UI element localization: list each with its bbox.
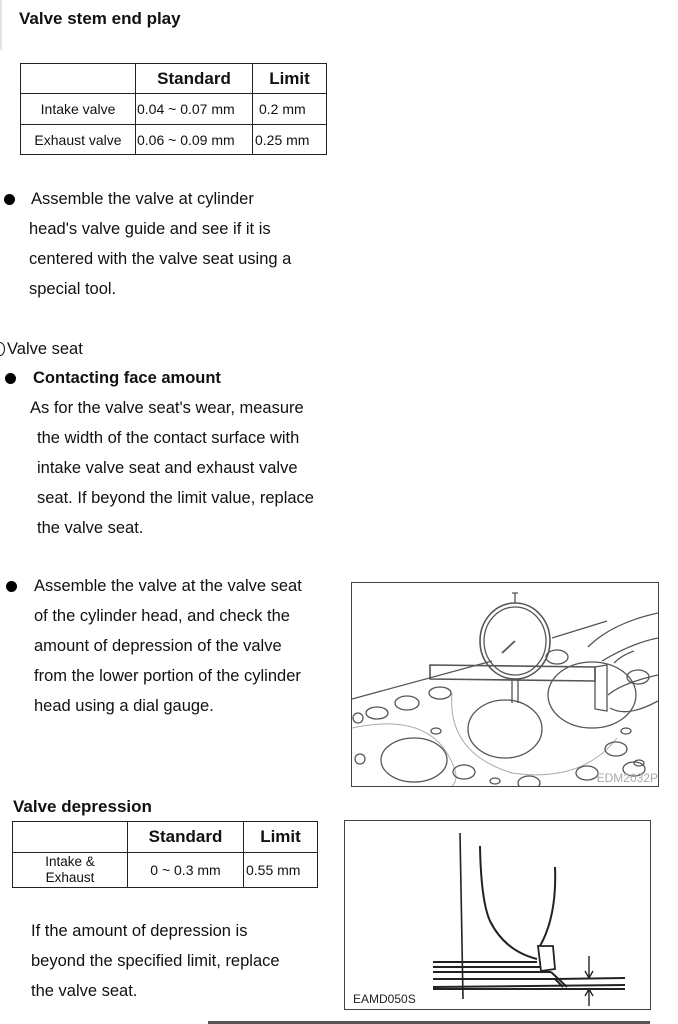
dial-gauge-illustration: [352, 583, 658, 786]
table-header-cell: Limit: [253, 64, 327, 94]
dial-gauge-figure: [351, 582, 659, 787]
limit-value: 0.55 mm: [244, 853, 318, 888]
table-header-cell: [13, 822, 128, 853]
row-label-line: Exhaust: [45, 870, 95, 885]
valve-depression-table: [12, 821, 318, 888]
depression-check-line: from the lower portion of the cylinder: [34, 667, 301, 685]
depression-check-line: of the cylinder head, and check the: [34, 607, 290, 625]
depression-note-line: the valve seat.: [31, 982, 138, 1000]
section-marker-icon: [0, 342, 5, 356]
bullet-icon: [5, 373, 16, 384]
contact-face-title: Contacting face amount: [33, 369, 221, 387]
standard-value: 0.06 ~ 0.09 mm: [136, 125, 253, 155]
contact-face-line: As for the valve seat's wear, measure: [30, 399, 304, 417]
table-row: [13, 853, 318, 888]
depression-check-line: amount of depression of the valve: [34, 637, 282, 655]
stem-end-play-title: Valve stem end play: [19, 9, 181, 28]
valve-depression-diagram: [345, 821, 650, 1009]
depression-check-line: Assemble the valve at the valve seat: [34, 577, 302, 595]
table-header-row: [13, 822, 318, 853]
table-row: [21, 94, 327, 125]
table-header-row: [21, 64, 327, 94]
bullet-icon: [4, 194, 15, 205]
depression-note-line: beyond the specified limit, replace: [31, 952, 280, 970]
contact-face-line: intake valve seat and exhaust valve: [37, 459, 298, 477]
guide-check-line: head's valve guide and see if it is: [29, 220, 271, 238]
bullet-icon: [6, 581, 17, 592]
guide-check-line: Assemble the valve at cylinder: [31, 190, 254, 208]
row-label: Intake valve: [21, 94, 136, 125]
depression-check-line: head using a dial gauge.: [34, 697, 214, 715]
contact-face-line: seat. If beyond the limit value, replace: [37, 489, 314, 507]
guide-check-line: special tool.: [29, 280, 117, 298]
standard-value: 0.04 ~ 0.07 mm: [136, 94, 253, 125]
page-edge-line: [0, 0, 2, 50]
valve-depression-figure: [344, 820, 651, 1010]
row-label: Exhaust valve: [21, 125, 136, 155]
table-header-cell: Limit: [244, 822, 318, 853]
row-label-line: Intake &: [45, 854, 95, 869]
limit-value: 0.2 mm: [253, 94, 327, 125]
limit-value: 0.25 mm: [253, 125, 327, 155]
stem-end-play-table: [20, 63, 327, 155]
contact-face-line: the width of the contact surface with: [37, 429, 300, 447]
standard-value: 0 ~ 0.3 mm: [128, 853, 244, 888]
table-header-cell: Standard: [128, 822, 244, 853]
table-header-cell: [21, 64, 136, 94]
figure-code: EDM2032P: [596, 771, 658, 785]
depression-note-line: If the amount of depression is: [31, 922, 248, 940]
table-header-cell: Standard: [136, 64, 253, 94]
table-row: [21, 125, 327, 155]
valve-seat-heading: Valve seat: [7, 340, 83, 358]
guide-check-line: centered with the valve seat using a: [29, 250, 292, 268]
valve-depression-title: Valve depression: [13, 797, 152, 816]
figure-code: EAMD050S: [353, 992, 416, 1006]
row-label: [13, 853, 128, 888]
contact-face-line: the valve seat.: [37, 519, 144, 537]
